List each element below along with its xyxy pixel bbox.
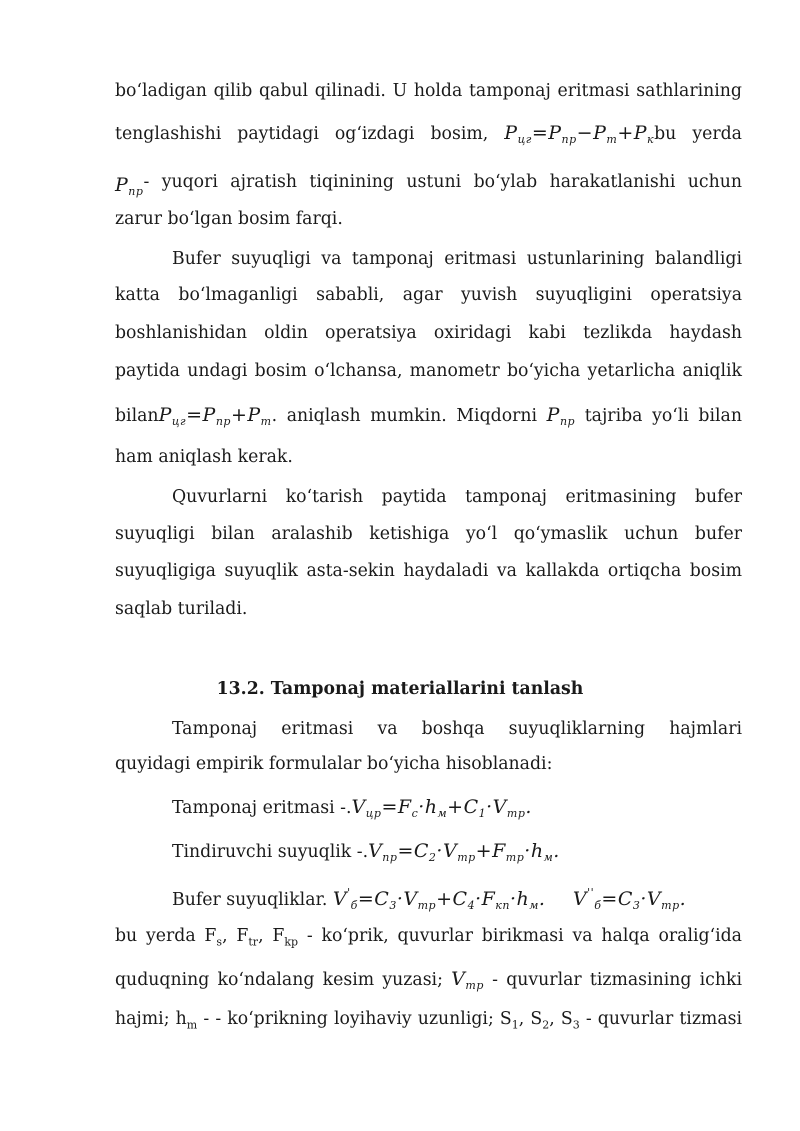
paragraph-line: bu yerda $F_s$, $F_{tr}$, $F_{kp}$ - ko‘prik, quvurlar birikmasi va halqa oralig‘ida: [115, 926, 742, 949]
text-span: - quvurlar tizmasining ichki: [492, 970, 742, 990]
text-span: . aniqlash mumkin. Miqdorni: [271, 406, 538, 426]
formula-line: [172, 882, 742, 917]
paragraph-line: suyuqligiga suyuqlik asta-sekin haydaladi va kallakda ortiqcha bosim: [115, 561, 742, 581]
formula-line: [172, 796, 742, 825]
paragraph-line: katta bo‘lmaganligi sababli, agar yuvish suyuqligini operatsiya: [115, 285, 742, 305]
paragraph-line: Bufer suyuqligi va tamponaj eritmasi ustunlarining balandligi: [172, 249, 742, 269]
formula-cement-volume: $V_{цр}=F_с\cdot h_м+C_1\cdot V_{тр}$.: [351, 796, 532, 820]
formula-p-pr: $P_{пр}$: [115, 174, 144, 198]
paragraph-line: Quvurlarni ko‘tarish paytida tamponaj eritmasining bufer: [172, 487, 742, 507]
text-span: - - ko‘prikning loyihaviy uzunligi; S: [203, 1009, 512, 1029]
paragraph-line: suyuqligi bilan aralashib ketishiga yo‘l qo‘ymaslik uchun bufer: [115, 524, 742, 544]
paragraph-line: saqlab turiladi.: [115, 599, 248, 619]
text-span: - quvurlar tizmasi: [585, 1009, 743, 1029]
text-span: Tindiruvchi suyuqlik -.: [172, 842, 369, 862]
paragraph-line: Tamponaj eritmasi va boshqa suyuqliklarning hajmlari: [172, 719, 742, 739]
paragraph-line: [115, 170, 742, 199]
paragraph-line: ham aniqlash kerak.: [115, 447, 293, 467]
formula-line: [172, 840, 742, 869]
formula-measure: $P_{цг}=P_{пр}+P_т$: [158, 404, 272, 428]
section-heading: 13.2. Tamponaj materiallarini tanlash: [216, 679, 584, 699]
text-span: - ko‘prik, quvurlar birikmasi va halqa oralig‘ida: [306, 926, 742, 946]
formula-v-tr: $V_{тр}$: [451, 968, 484, 992]
text-span: quduqning ko‘ndalang kesim yuzasi;: [115, 970, 443, 990]
text-span: Bufer suyuqliklar.: [172, 890, 328, 910]
text-span: Tamponaj eritmasi -.: [172, 798, 352, 818]
formula-buffer-volume-2: $V''_б=C_3\cdot V_{тр}$.: [572, 886, 687, 912]
paragraph-line: [115, 968, 742, 997]
text-span: tenglashishi paytidagi og‘izdagi bosim,: [115, 124, 489, 144]
formula-buffer-volume-1: $V'_б=C_3\cdot V_{тр}+C_4\cdot F_{кп}\cdot h_м$.: [332, 886, 546, 912]
paragraph-line: boshlanishidan oldin operatsiya oxiridagi kabi tezlikda haydash: [115, 323, 742, 343]
paragraph-line: paytida undagi bosim o‘lchansa, manometr bo‘yicha yetarlicha aniqlik: [115, 361, 742, 381]
text-span: hajmi; h: [115, 1009, 187, 1029]
formula-pressure-mouth: $P_{цг}=P_{пр}-P_т+P_к$: [504, 122, 655, 146]
text-span: bu yerda F: [115, 926, 217, 946]
formula-displacement-volume: $V_{пр}=C_2\cdot V_{тр}+F_{тр}\cdot h_м$.: [368, 840, 560, 864]
paragraph-line: bo‘ladigan qilib qabul qilinadi. U holda tamponaj eritmasi sathlarining: [115, 81, 742, 101]
text-span: bilan: [115, 406, 159, 426]
text-span: - yuqori ajratish tiqinining ustuni bo‘ylab harakatlanishi uchun: [143, 172, 742, 192]
paragraph-line: hajmi; $h_m$ - - ko‘prikning loyihaviy uzunligi; $S_1$, $S_2$, $S_3$ - quvurlar tizmasi: [115, 1009, 743, 1032]
text-span: tajriba yo‘li bilan: [584, 406, 742, 426]
paragraph-line: [115, 404, 742, 433]
paragraph-line: [115, 122, 742, 151]
text-span: bu yerda: [654, 124, 742, 144]
paragraph-line: zarur bo‘lgan bosim farqi.: [115, 209, 343, 229]
paragraph-line: quyidagi empirik formulalar bo‘yicha hisoblanadi:: [115, 754, 553, 774]
formula-p-pr: $P_{пр}$: [546, 404, 576, 428]
